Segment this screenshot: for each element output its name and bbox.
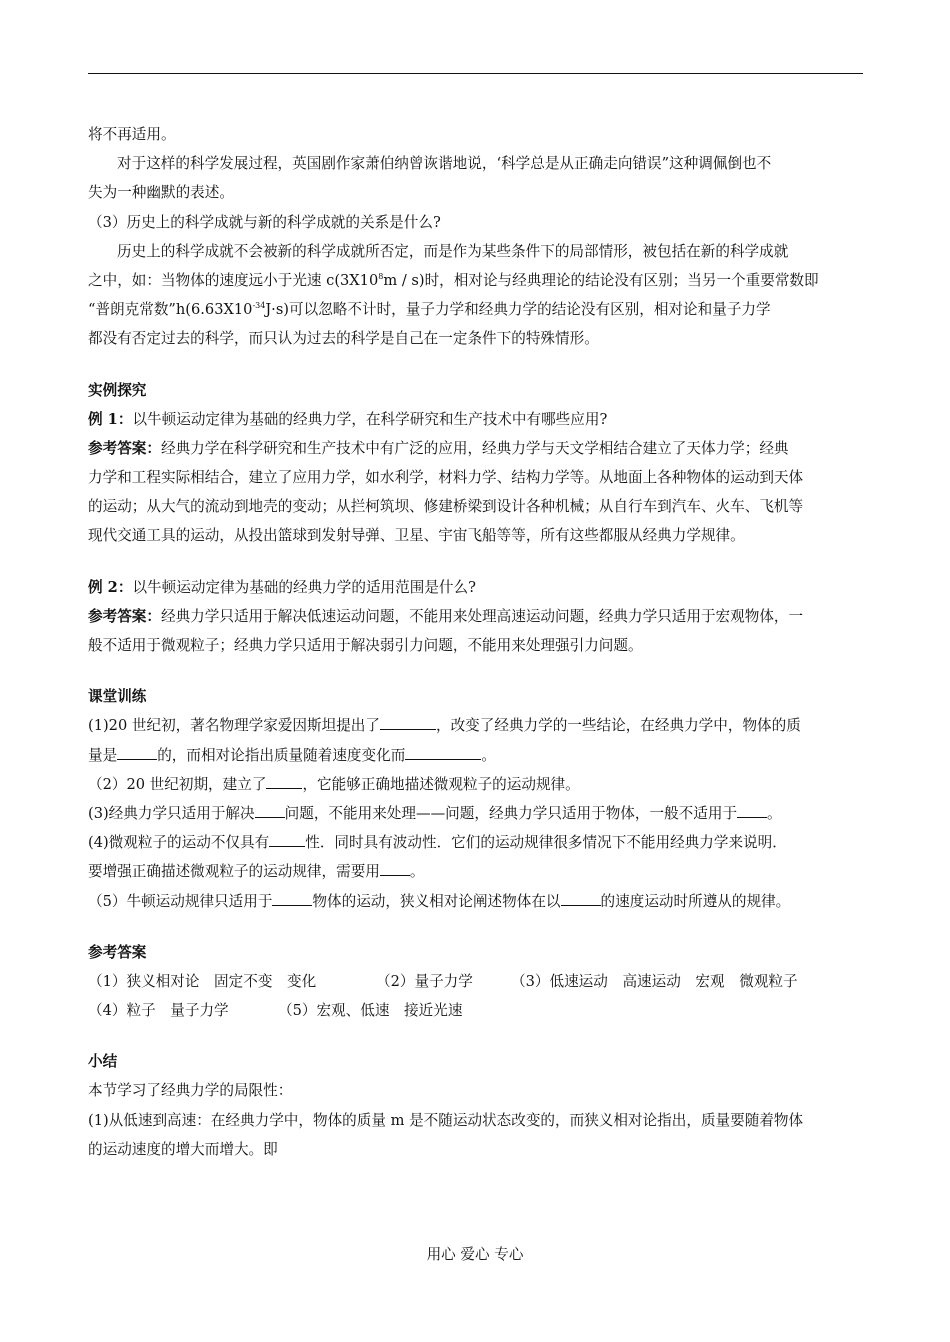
paragraph-line: 的运动；从大气的流动到地壳的变动；从拦柯筑坝、修建桥梁到设计各种机械；从自行车到汽车、火车、飞机等 <box>88 498 804 516</box>
paragraph-line: 之中，如：当物体的速度远小于光速 $c(3X10^8m / s)$时，相对论与经典理论的结论没有区别；当另一个重要常数即 <box>88 271 819 289</box>
document-body <box>88 120 864 1164</box>
paragraph-line: 历史上的科学成就不会被新的科学成就所否定，而是作为某些条件下的局部情形，被包括在新的科学成就 <box>117 242 789 260</box>
fill-blank <box>561 891 601 906</box>
section-heading-training: 课堂训练 <box>88 688 147 706</box>
exponent: 8 <box>378 272 384 282</box>
exercise-5: （5）牛顿运动规律只适用于 物体的运动，狭义相对论阐述物体在以 的速度运动时所遵从的规律。 <box>88 892 791 910</box>
paragraph-line: 般不适用于微观粒子；经典力学只适用于解决弱引力问题，不能用来处理强引力问题。 <box>88 637 643 654</box>
summary-line: 本节学习了经典力学的局限性： <box>88 1082 293 1100</box>
exercise-1-cont: 量是 的，而相对论指出质量随着速度变化而 。 <box>88 746 496 764</box>
fill-blank <box>380 861 410 876</box>
intro-line: 将不再适用。 <box>88 126 176 143</box>
exercise-2: （2）20 世纪初期，建立了 ，它能够正确地描述微观粒子的运动规律。 <box>88 775 580 793</box>
answer-row <box>88 967 864 996</box>
exercise-4: (4)微观粒子的运动不仅具有 性．同时具有波动性．它们的运动规律很多情况下不能用经典力学来说明． <box>88 834 787 852</box>
paragraph-line: 都没有否定过去的科学，而只认为过去的科学是自己在一定条件下的特殊情形。 <box>88 330 599 348</box>
fill-blank <box>117 745 157 760</box>
answer-1: （1）狭义相对论 固定不变 变化 <box>88 972 317 990</box>
paragraph-line: 现代交通工具的运动，从投出篮球到发射导弹、卫星、宇宙飞船等等，所有这些都服从经典力学规律。 <box>88 527 745 545</box>
fill-blank <box>266 774 302 789</box>
paragraph-line: 失为一种幽默的表述。 <box>88 184 234 202</box>
question-3: （3）历史上的科学成就与新的科学成就的关系是什么? <box>88 213 441 231</box>
answer-row <box>88 996 864 1025</box>
section-heading-summary: 小结 <box>88 1053 118 1071</box>
exercise-3: (3)经典力学只适用于解决 问题，不能用来处理——问题，经典力学只适用于物体，一般不适用于 。 <box>88 804 782 822</box>
exponent: -34 <box>252 301 266 311</box>
exercise-4-cont: 要增强正确描述微观粒子的运动规律，需要用 。 <box>88 863 425 881</box>
exercise-1: (1)20 世纪初，著名物理学家爱因斯坦提出了 ，改变了经典力学的一些结论，在经典力学中，物体的质 <box>88 717 801 735</box>
example-2-question: 例 2：以牛顿运动定律为基础的经典力学的适用范围是什么? <box>88 578 476 596</box>
section-heading-answers: 参考答案 <box>88 943 147 961</box>
fill-blank <box>255 803 285 818</box>
fill-blank <box>737 803 767 818</box>
answer-4: （4）粒子 量子力学 <box>88 1002 229 1020</box>
paragraph-line: 对于这样的科学发展过程，英国剧作家萧伯纳曾诙谐地说，‘科学总是从正确走向错误”这种调佩倒也不 <box>117 155 772 173</box>
summary-line: 的运动速度的增大而增大。即 <box>88 1140 278 1158</box>
fill-blank <box>405 745 481 760</box>
example-1-answer: 参考答案：经典力学在科学研究和生产技术中有广泛的应用，经典力学与天文学相结合建立了天体力学；经典 <box>88 439 789 457</box>
answer-5: （5）宏观、低速 接近光速 <box>278 1002 463 1020</box>
summary-line: (1)从低速到高速：在经典力学中，物体的质量 m 是不随运动状态改变的，而狭义相对论指出，质量要随着物体 <box>88 1111 804 1129</box>
fill-blank <box>272 891 312 906</box>
example-2-answer: 参考答案：经典力学只适用于解决低速运动问题，不能用来处理高速运动问题，经典力学只适用于宏观物体，一 <box>88 607 804 625</box>
answer-3: （3）低速运动 高速运动 宏观 微观粒子 <box>511 972 798 990</box>
page-footer: 用心 爱心 专心 <box>426 1246 524 1263</box>
answer-2: （2）量子力学 <box>376 972 473 990</box>
example-1-question: 例 1：以牛顿运动定律为基础的经典力学，在科学研究和生产技术中有哪些应用? <box>88 410 608 428</box>
section-heading-examples: 实例探究 <box>88 381 147 399</box>
fill-blank <box>269 832 305 847</box>
paragraph-line: 力学和工程实际相结合，建立了应用力学，如水利学，材料力学、结构力学等。从地面上各种物体的运动到天体 <box>88 469 804 487</box>
fill-blank <box>380 715 436 730</box>
paragraph-line: “普朗克常数$”h(6.63X10^{-34}J\cdot s)$可以忽略不计时，量子力学和经典力学的结论没有区别，相对论和量子力学 <box>88 301 771 319</box>
header-rule <box>88 73 863 74</box>
